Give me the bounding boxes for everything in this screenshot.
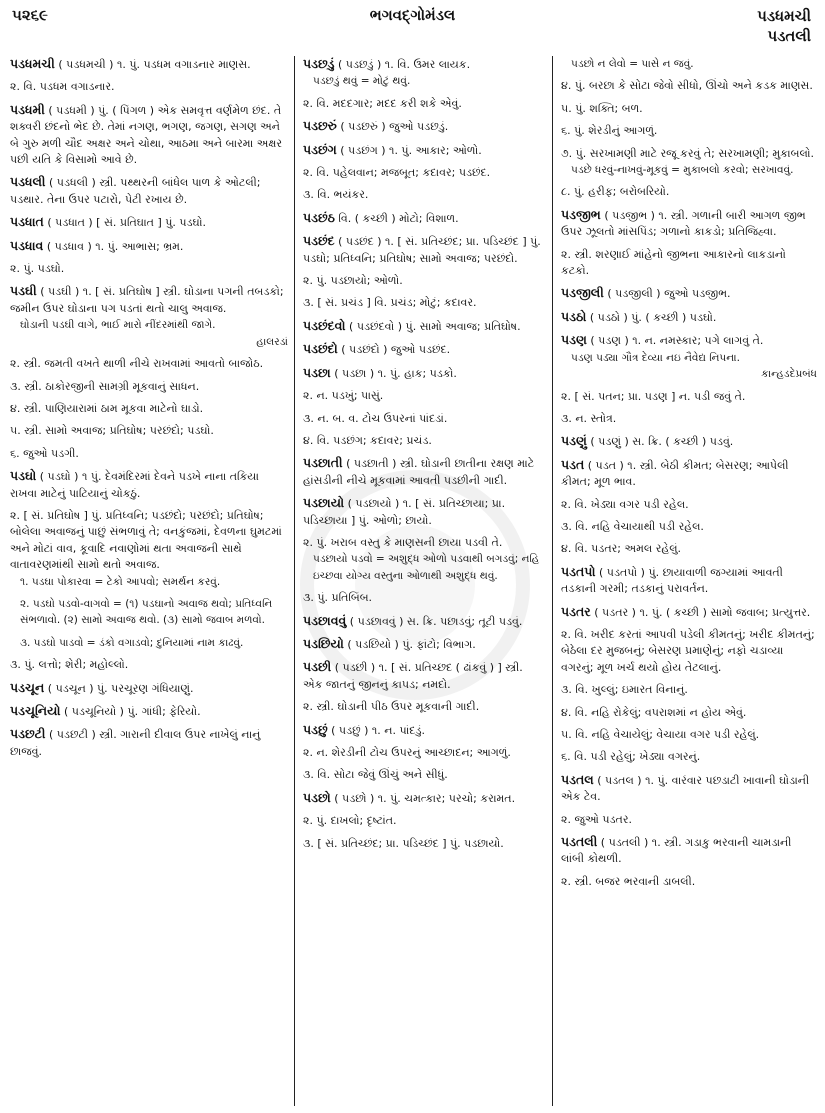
entry-definition: ( પડછી ) ૧. [ સં. પ્રતિચ્છદ ( ઢાંકવું ) ] સ્ત્રી. એક જાતનું જીનનું કાપડ; નમદો. [303, 661, 523, 691]
entry-headword: પડધાત [10, 214, 44, 230]
dictionary-entry [303, 411, 545, 427]
entry-definition: વિ. ( કચ્છી ) મોટો; વિશાળ. [338, 211, 459, 225]
dictionary-entry [561, 285, 817, 302]
dictionary-entry [10, 356, 288, 372]
entry-headword: પડત [561, 456, 585, 472]
dictionary-entry [561, 433, 817, 450]
dictionary-entry [561, 146, 817, 179]
entry-definition: ૩. પું. લત્તો; શેરી; મહોલ્લો. [10, 658, 129, 672]
entry-definition: ૨. પું. પડછાયો; ઓળો. [303, 274, 403, 288]
entry-definition: ૨. વિ. ખરીદ કરતાં આપવી પડેલી કીમતનું; ખરીદ કીમતનું; બેઠેલા દર મુજબનું; બેસરણ પ્રમાણેનું; નફો ચડાવ્યા વગરનું; મૂળ ખર્ચ થયો હોય તેટલાનું. [561, 627, 815, 674]
dictionary-entry [303, 295, 545, 311]
entry-definition: ( પડછડું ) ૧. વિ. ઉમર લાયક. [338, 58, 471, 71]
entry-headword: પડછંદવો [303, 317, 346, 333]
entry-definition: ૨. સ્ત્રી. શરણાઈ માંહેનો જીભના આકારનો લાકડાનો કટકો. [561, 247, 786, 278]
entry-definition: ૨. ન. પડખું; પાસું. [303, 389, 384, 403]
dictionary-entry [561, 705, 817, 721]
dictionary-entry [10, 174, 288, 208]
running-head-first-word: પડધમચી [757, 7, 811, 25]
dictionary-entry [10, 102, 288, 169]
entry-definition: ( પડચૂન ) પું. પરચૂરણ ગંધિયાણું. [47, 681, 194, 695]
entry-citation-source: કાન્હડદેપ્રબંધ [761, 368, 817, 381]
entry-citation-source: હાલરડાં [256, 335, 288, 348]
entry-definition: ૬. પું. શેરડીનું આગળું. [561, 124, 658, 138]
dictionary-entry [303, 790, 545, 807]
entry-headword: પડતલી [561, 834, 598, 850]
entry-definition: ૩. સ્ત્રી. ઠાકોરજીની સામગ્રી મૂકવાનું સાધન. [10, 379, 200, 393]
running-head [757, 6, 811, 46]
entry-usage-example: પડછો ન લેવો = પાસે ન જવું. [571, 58, 694, 70]
dictionary-entry [303, 318, 545, 335]
entry-definition: ( પડછરું ) જુઓ પડછડું. [340, 120, 449, 134]
dictionary-entry [561, 519, 817, 535]
dictionary-entry [561, 604, 817, 621]
entry-definition: ( પડછંદો ) જુઓ પડછંદ. [341, 343, 451, 357]
dictionary-entry [561, 184, 817, 200]
entry-definition: ૨. પું. દાખલો; દૃષ્ટાંત. [303, 814, 397, 828]
dictionary-entry [561, 772, 817, 806]
dictionary-entry [561, 123, 817, 139]
entry-definition: ૩. ન. સ્તોત્ર. [561, 411, 617, 425]
entry-definition: ૪. પું. બરછા કે સોટા જેવો સીધો, ઊંચો અને કડક માણસ. [561, 79, 813, 93]
entry-definition: ૫. સ્ત્રી. સામો અવાજ; પ્રતિઘોષ; પરછંદો; પડઘો. [10, 424, 214, 438]
dictionary-entry [561, 749, 817, 765]
entry-definition: ૩. [ સં. પ્રતિચ્છંદ; પ્રા. પડિચ્છંદ ] પું. પડછાયો. [303, 836, 504, 850]
dictionary-entry [303, 455, 545, 489]
entry-definition: ૬. જુઓ પડગી. [10, 446, 79, 460]
dictionary-entry [303, 722, 545, 739]
entry-usage-example: ૩. પડઘો પાડવો = ડંકો વગાડવો; દુનિયામાં નામ કાઢવું. [20, 636, 244, 649]
entry-headword: પડણું [561, 433, 587, 449]
entry-definition: ( પડજીલી ) જુઓ પડજીભ. [607, 287, 731, 301]
entry-definition: ૨. પું. પડઘો. [10, 262, 65, 276]
entry-usage-example: પડછડું થવું = મોટું થવું. [313, 75, 411, 88]
entry-definition: ( પડણું ) સ. ક્રિ. ( કચ્છી ) પડવું. [590, 435, 734, 449]
entry-headword: પડછંગ [303, 141, 337, 157]
dictionary-entry [561, 874, 817, 890]
dictionary-entry [303, 187, 545, 203]
entry-definition: ( પડધમી ) પું. ( પિંગળ ) એક સમવૃત્ત વર્ણમેળ છંદ. તે શક્વરી છંદનો ભેદ છે. તેમાં નગણ, ભગણ, જગણ, સગણ અને બે ગુરુ મળી ચૌદ અક્ષર અને ચોથા, આઠમા અને બારમા અક્ષર પછી યતિ કે વિસામો આવે છે. [10, 103, 283, 167]
entry-definition: ( પડછંદ ) ૧. [ સં. પ્રતિચ્છંદ; પ્રા. પડિચ્છંદ ] પું. પડઘો; પ્રતિધ્વનિ; પ્રતિઘોષ; સામો અવાજ; પરછંદો. [303, 235, 541, 265]
entry-definition: ૩. વિ. ભયંકર. [303, 188, 369, 202]
dictionary-entry [10, 508, 288, 590]
dictionary-entry [561, 309, 817, 326]
entry-definition: ( પડછંગ ) ૧. પું. આકાર; ઓળો. [340, 143, 482, 157]
entry-definition: ૨. વિ. મદદગાર; મદદ કરી શકે એવું. [303, 96, 462, 110]
entry-headword: પડછું [303, 721, 328, 737]
dictionary-entry [561, 627, 817, 676]
dictionary-entry [561, 78, 817, 94]
entry-definition: ૫. વિ. નહિ વેચાયેલું; વેચાયા વગર પડી રહેલું. [561, 728, 760, 741]
running-head-last-word: પડતલી [767, 27, 811, 45]
entry-definition: ( પડછટી ) સ્ત્રી. ગારાની દીવાલ ઉપર નાખેલું નાનું છાજવું. [10, 728, 261, 758]
dictionary-entry [303, 433, 545, 449]
entry-definition: ( પડછો ) ૧. પું. ચમત્કાર; પરચો; કરામત. [334, 791, 516, 805]
dictionary-entry [303, 56, 545, 90]
dictionary-entry [303, 813, 545, 829]
dictionary-entry [10, 726, 288, 760]
entry-definition: ( પડતલ ) ૧. પું. વારંવાર પછડાટી ખાવાની ઘોડાની એક ટેવ. [561, 773, 810, 804]
entry-headword: પડઠો [561, 308, 587, 324]
entry-definition: ( પડજીભ ) ૧. સ્ત્રી. ગળાની બારી આગળ જીભ ઉપર ઝૂલતો માંસપિંડ; ગળાનો કાકડો; પ્રતિજિહ્વા. [561, 208, 806, 239]
entry-definition: ( પડતપો ) પું. છાયાવાળી જગ્યામાં આવતી તડકાની ગરમી; તડકાનું પરાવર્તન. [561, 565, 783, 596]
entry-definition: ૨. વિ. પડધમ વગાડનાર. [10, 80, 115, 94]
dictionary-column-right [561, 56, 817, 1106]
dictionary-entry [303, 210, 545, 227]
entry-headword: પડછંદો [303, 341, 338, 357]
entry-headword: પડછી [303, 659, 332, 675]
entry-definition: ૪. વિ. પડતર; અમલ રહેલું. [561, 542, 682, 556]
dictionary-entry [303, 745, 545, 761]
dictionary-entry [10, 635, 288, 651]
entry-definition: ( પડછિયો ) પું. ફાંટો; વિભાગ. [347, 637, 476, 651]
entry-definition: ૭. પું. સરખામણી માટે રજૂ કરવું તે; સરખામણી; મુકાબલો. [561, 146, 815, 160]
dictionary-entry [303, 341, 545, 358]
dictionary-column-left [10, 56, 288, 1106]
entry-headword: પડધલી [10, 174, 46, 190]
entry-headword: પડછટી [10, 726, 46, 742]
entry-definition: ૩. વિ. નહિ વેચાયાથી પડી રહેલ. [561, 519, 704, 533]
entry-definition: ( પડઘો ) ૧ પું. દેવમંદિરમાં દેવને પડખે નાના તકિયા રાખવા માટેનું પાટિયાનું ચોકઠું. [10, 470, 259, 500]
entry-headword: પડછાતી [303, 455, 343, 471]
dictionary-entry [10, 56, 288, 73]
page-title: ભગવદ્ગોમંડલ [369, 6, 456, 24]
dictionary-entry [303, 365, 545, 382]
entry-usage-example: પડછે ધરવું-નાખવું-મૂકવું = મુકાબલો કરવો; સરખાવવું. [571, 164, 794, 177]
column-divider [552, 56, 553, 1106]
entry-usage-example: પડણ પડ્યા ગૌત્ર દેવ્યા નઇ નૈવેદ્ય નિપના. [571, 351, 740, 364]
entry-definition: ૩. ન. બ. વ. ટોચ ઉપરનાં પાંદડાં. [303, 411, 448, 425]
dictionary-entry [561, 56, 817, 72]
dictionary-entry [10, 657, 288, 673]
page-header [0, 0, 825, 52]
dictionary-entry [303, 388, 545, 404]
entry-headword: પડચૂન [10, 679, 45, 695]
dictionary-entry [561, 497, 817, 513]
entry-definition: ૩. પું. પ્રતિબિંબ. [303, 591, 373, 605]
entry-headword: પડછિયો [303, 635, 344, 651]
dictionary-entry [561, 541, 817, 557]
dictionary-entry [303, 590, 545, 606]
dictionary-entry [303, 767, 545, 783]
entry-definition: ૨. [ સં. પતન; પ્રા. પડણ ] ન. પડી જવું તે. [561, 389, 746, 403]
dictionary-entry [10, 468, 288, 502]
entry-definition: ૨. વિ. ખેડ્યા વગર પડી રહેલ. [561, 497, 689, 511]
column-divider [294, 56, 295, 1106]
dictionary-entry [303, 836, 545, 852]
dictionary-entry [10, 401, 288, 417]
entry-headword: પડછા [303, 364, 331, 380]
dictionary-entry [303, 96, 545, 112]
entry-usage-example: પડછાયો પડવો = અશુદ્ધ ઓળો પડવાથી બગડવું; નહિ ઇચ્છવા યોગ્ય વસ્તુના ઓળાથી અશુદ્ધ થવું. [313, 553, 540, 582]
dictionary-entry [561, 411, 817, 427]
entry-headword: પડછાયો [303, 495, 345, 511]
entry-definition: ( પડછાતી ) સ્ત્રી. ઘોડાની છાતીના રક્ષણ માટે હાંસડીની નીચે મૂકવામાં આવતી પડછીની ગાદી. [303, 457, 535, 487]
entry-definition: ( પડઘી ) ૧. [ સં. પ્રતિઘોષ ] સ્ત્રી. ઘોડાના પગની તબડકો; જમીન ઉપર ઘોડાના પગ પડતાં થતો ચાલુ અવાજ. [10, 285, 284, 315]
page-number: ૫૨૬૯ [12, 6, 48, 24]
entry-headword: પડઘો [10, 468, 37, 484]
entry-definition: ( પડતર ) ૧. પું. ( કચ્છી ) સામો જવાબ; પ્રત્યુત્તર. [594, 605, 811, 619]
dictionary-entry [561, 564, 817, 598]
entry-headword: પડતર [561, 603, 591, 619]
entry-definition: ( પડધમચી ) ૧. પું. પડધમ વગાડનાર માણસ. [58, 58, 251, 71]
entry-definition: ( પડતલી ) ૧. સ્ત્રી. ગડાકુ ભરવાની ચામડાની લાંબી કોથળી. [561, 836, 792, 866]
entry-headword: પડતપો [561, 563, 596, 579]
dictionary-entry [303, 165, 545, 181]
dictionary-entry [303, 273, 545, 289]
entry-headword: પડજીલી [561, 285, 604, 301]
dictionary-entry [303, 495, 545, 529]
dictionary-entry [10, 596, 288, 629]
dictionary-entry [10, 680, 288, 697]
entry-definition: ( પડચૂનિયો ) પું. ગાંધી; ફેરિયો. [63, 705, 201, 718]
dictionary-entry [561, 834, 817, 868]
entry-definition: ૨. [ સં. પ્રતિઘોષ ] પું. પ્રતિધ્વનિ; પડછંદો; પરછંદો; પ્રતિઘોષ; બોલેલા અવાજનું પાછું સંભળાવું તે; વનકુંજમાં, દેવળના ઘુમટમાં અને મોટાં વાવ, કૂવાદિ નવાણોમાં થતા અવાજની સાથે વાતાવરણમાંથી સામો થતો અવાજ. [10, 508, 282, 572]
dictionary-entry [303, 535, 545, 584]
entry-definition: ૪. વિ. નહિ રોકેલું; વપરાશમાં ન હોય એવું. [561, 705, 747, 719]
dictionary-entry [561, 682, 817, 698]
dictionary-entry [303, 118, 545, 135]
dictionary-entry [561, 332, 817, 382]
entry-headword: પડછંઠ [303, 209, 335, 225]
entry-headword: પડધાવ [10, 237, 44, 253]
entry-headword: પડજીભ [561, 206, 601, 222]
dictionary-entry [561, 247, 817, 280]
dictionary-entry [10, 379, 288, 395]
entry-definition: ( પડછું ) ૧. ન. પાંદડું. [331, 723, 425, 737]
entry-definition: ( પડત ) ૧. સ્ત્રી. બેઠી કીમત; બેસરણ; આપેલી કીમત; મૂળ ભાવ. [561, 458, 789, 489]
dictionary-entry [303, 613, 545, 630]
entry-headword: પડધમચી [10, 56, 55, 71]
dictionary-entry [10, 79, 288, 95]
entry-definition: ૪. સ્ત્રી. પાણિયારામાં ઠામ મૂકવા માટેનો ઘાડો. [10, 401, 204, 415]
entry-headword: પડછંદ [303, 233, 335, 249]
entry-usage-example: ૧. પડઘા પોકારવા = ટેકો આપવો; સમર્થન કરવું. [20, 575, 221, 588]
entry-definition: ( પડછાવવું ) સ. ક્રિ. પછાડવું; તૂટી પડવું. [349, 614, 523, 628]
entry-definition: ૨. જુઓ પડતર. [561, 812, 632, 826]
entry-definition: ૩. વિ. ખુલ્લું; ઇમારત વિનાનું. [561, 683, 688, 697]
entry-definition: ( પડણ ) ૧. ન. નમસ્કાર; પગે લાગવું તે. [590, 334, 764, 348]
dictionary-entry [10, 423, 288, 439]
dictionary-entry [10, 238, 288, 255]
dictionary-entry [303, 233, 545, 267]
entry-headword: પડતલ [561, 771, 594, 787]
entry-definition: ૨. ન. શેરડીની ટોચ ઉપરનું આચ્છાદન; આગળું. [303, 746, 511, 759]
dictionary-entry [561, 812, 817, 828]
dictionary-entry [10, 261, 288, 277]
entry-definition: ૩. વિ. સોટા જેવું ઊંચું અને સીધું. [303, 768, 448, 782]
entry-headword: પડચૂનિયો [10, 703, 61, 718]
entry-definition: ૨. સ્ત્રી. જમતી વખતે થાળી નીચે રાખવામાં આવતો બાજોઠ. [10, 357, 264, 371]
dictionary-entry [10, 214, 288, 231]
entry-definition: ૨. સ્ત્રી. ઘોડાની પીઠ ઉપર મૂકવાની ગાદી. [303, 700, 480, 714]
dictionary-entry [561, 207, 817, 241]
entry-definition: ( પડછાયો ) ૧. [ સં. પ્રતિચ્છાયા; પ્રા. પડિચ્છાયા ] પું. ઓળો; છાયો. [303, 497, 506, 527]
entry-usage-example: ૨. પડઘો પડવો-વાગવો = (૧) પડઘાનો અવાજ થવો; પ્રતિધ્વનિ સંભળાવો. (૨) સામો અવાજ થવો. (૩) સામો જવાબ મળવો. [20, 597, 273, 627]
dictionary-entry [561, 389, 817, 405]
dictionary-column-middle [303, 56, 545, 1106]
entry-definition: ૪. વિ. પડછંગ; કદાવર; પ્રચંડ. [303, 433, 432, 447]
dictionary-entry [10, 703, 288, 720]
dictionary-entry [10, 446, 288, 462]
entry-definition: ( પડછા ) ૧. પું. હાક; પડકો. [334, 366, 457, 380]
entry-headword: પડછડું [303, 56, 335, 71]
dictionary-entry [10, 283, 288, 350]
dictionary-entry [561, 457, 817, 491]
entry-definition: ૨. વિ. પહેલવાન; મજબૂત; કદાવર; પડછંદ. [303, 166, 491, 180]
dictionary-entry [303, 699, 545, 715]
entry-headword: પડછરું [303, 118, 337, 134]
dictionary-entry [303, 636, 545, 653]
entry-headword: પડઘી [10, 283, 37, 299]
dictionary-entry [303, 142, 545, 159]
entry-headword: પડછાવવું [303, 612, 347, 628]
entry-usage-example: ઘોડાની પડઘી વાગે, ભાઈ મારો નીંદરમાંથી જાગે. [20, 319, 216, 332]
entry-definition: ૫. પું. શક્તિ; બળ. [561, 101, 643, 115]
entry-definition: ( પડછંદવો ) પું. સામો અવાજ; પ્રતિઘોષ. [349, 319, 521, 333]
dictionary-entry [561, 727, 817, 743]
entry-definition: ૮. પું. હરીફ; બરોબરિયો. [561, 185, 670, 199]
entry-definition: ૬. વિ. પડી રહેલું; ખેડ્યા વગરનું. [561, 750, 701, 764]
dictionary-entry [561, 101, 817, 117]
entry-definition: ૨. પું. ખરાબ વસ્તુ કે માણસની છાયા પડવી તે. [303, 535, 503, 549]
dictionary-entry [303, 659, 545, 693]
entry-headword: પડછો [303, 789, 331, 805]
entry-definition: ( પડધાત ) [ સં. પ્રતિઘાત ] પું. પડઘો. [47, 216, 206, 230]
entry-definition: ( પડઠો ) પું. ( કચ્છી ) પડઘો. [589, 310, 717, 324]
entry-definition: ( પડધાવ ) ૧. પું. આભાસ; ભ્રમ. [46, 239, 184, 253]
entry-headword: પડણ [561, 332, 587, 348]
entry-definition: ૨. સ્ત્રી. બજર ભરવાની ડાબલી. [561, 874, 696, 888]
entry-headword: પડધમી [10, 101, 45, 117]
entry-definition: ૩. [ સં. પ્રચંડ ] વિ. પ્રચંડ; મોટું; કદાવર. [303, 296, 477, 310]
entry-definition: ( પડધલી ) સ્ત્રી. પથ્થરની બાંધેલ પાળ કે ઓટલી; પડથાર. તેના ઉપર પટારો, પેટી રખાય છે. [10, 176, 261, 206]
